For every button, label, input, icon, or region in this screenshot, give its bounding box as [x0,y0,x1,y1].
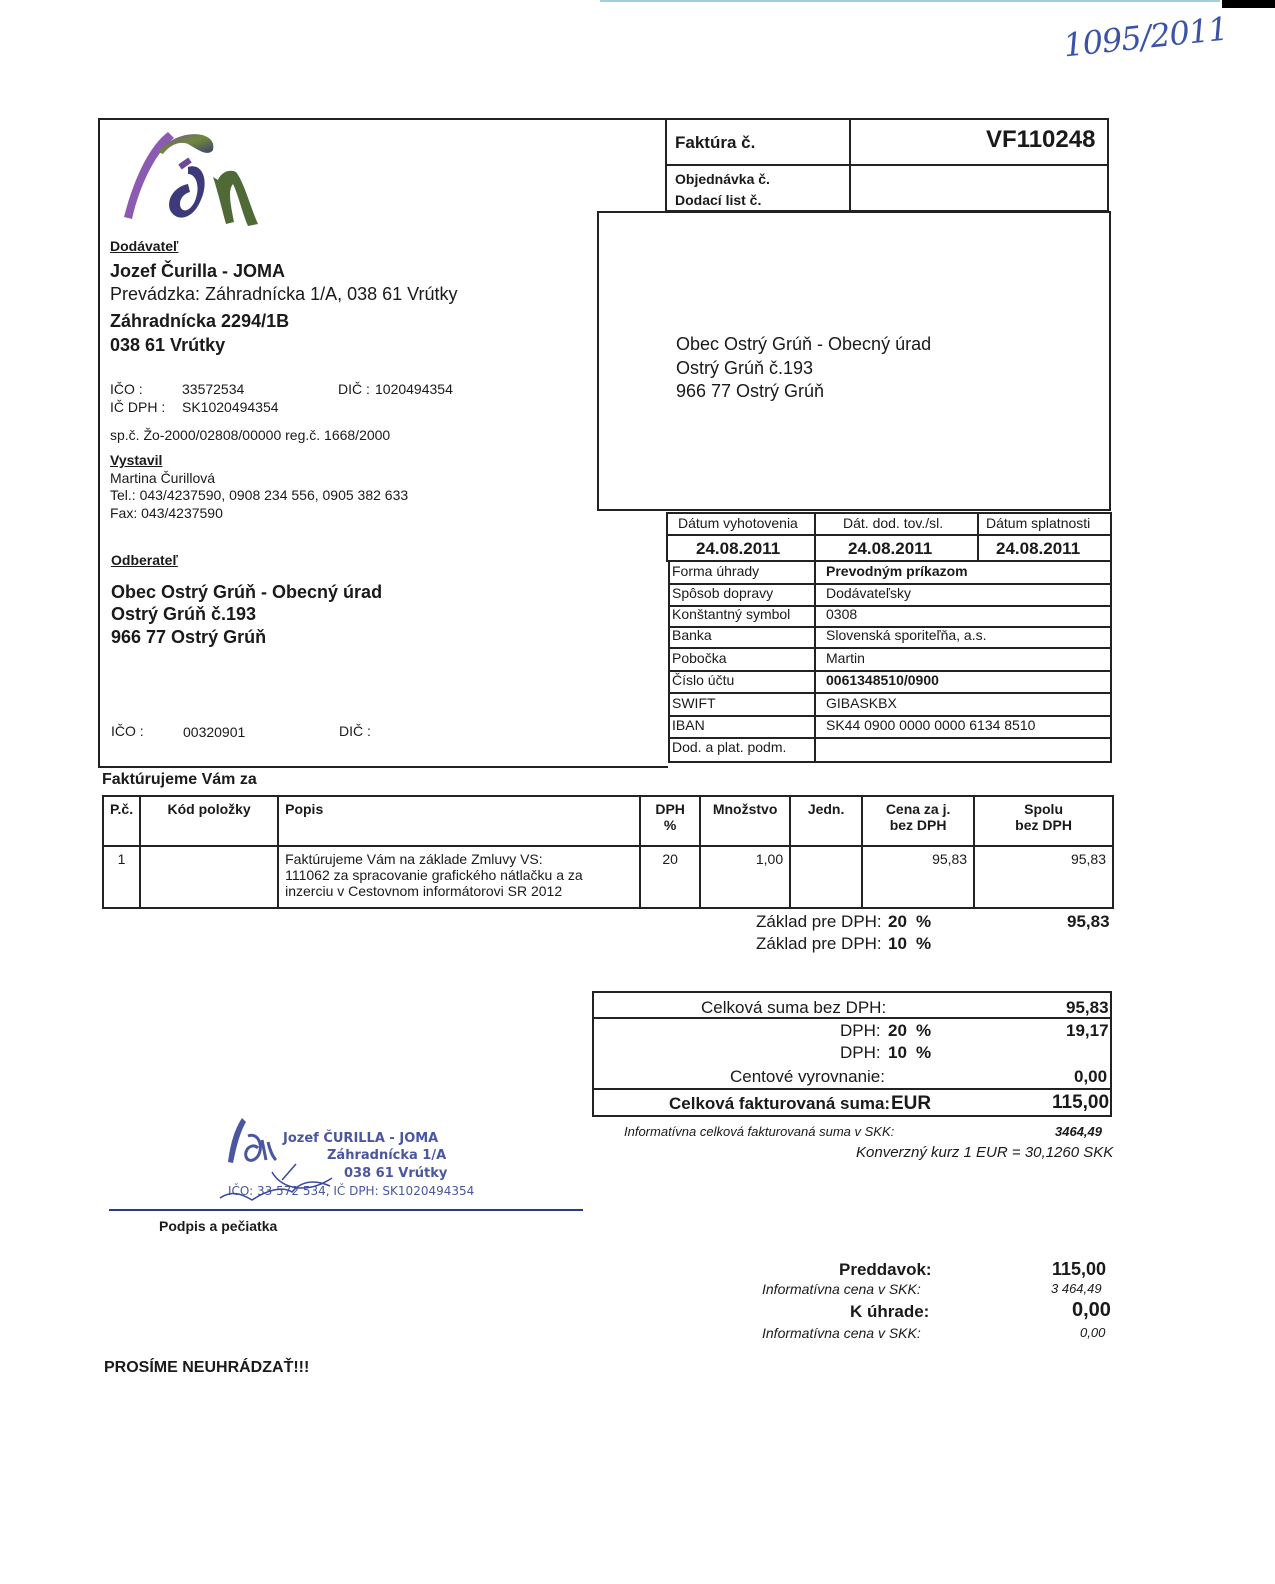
col-price-line1: Cena za j. [885,801,951,817]
item-desc-line: inzerciu v Cestovnom informátorovi SR 2012 [285,883,563,899]
issue-date-label: Dátum vyhotovenia [678,515,798,531]
dph-amount-20: 19,17 [1066,1021,1109,1040]
payment-value: SK44 0900 0000 0000 6134 8510 [826,717,1036,733]
amount-due: 0,00 [1072,1299,1111,1321]
vat-base-value-1: 95,83 [1067,912,1110,931]
col-desc: Popis [278,796,640,846]
item-price: 95,83 [862,846,974,908]
signature [212,1150,372,1210]
invoice-number: VF110248 [986,126,1096,153]
vat-base-pct-1: % [916,912,932,931]
dph-pct-1: % [916,1021,932,1040]
vat-base-pct-2: % [916,934,932,953]
divider [592,1088,1112,1090]
grand-total-label: Celková fakturovaná suma: [669,1094,891,1113]
skk-total-label: Informatívna celková fakturovaná suma v SKK: [624,1124,895,1139]
net-total-label: Celková suma bez DPH: [701,998,887,1017]
address-line-2: Ostrý Grúň č.193 [676,358,814,378]
stamp-line-4: IČO: 33 572 534, IČ DPH: SK1020494354 [228,1184,475,1198]
supplier-street: Záhradnícka 2294/1B [110,311,290,331]
col-unit: Jedn. [790,796,862,846]
vat-base-label-2: Základ pre DPH: [756,934,882,953]
net-total: 95,83 [1066,998,1109,1017]
delivery-note-label: Dodací list č. [675,192,762,208]
supplier-label: Dodávateľ [110,238,179,254]
scan-edge-line [600,0,1220,2]
payment-row [668,693,1112,717]
supplier-phone: Tel.: 043/4237590, 0908 234 556, 0905 382 633 [110,487,409,503]
dph-rate-1: 20 [888,1021,907,1040]
due-skk-label: Informatívna cena v SKK: [762,1325,921,1341]
col-price-line2: bez DPH [889,817,947,833]
item-code [140,846,278,908]
payment-value: GIBASKBX [826,695,897,711]
supplier-icdph-label: IČ DPH : [110,399,166,415]
payment-row [668,670,1112,694]
payment-row [668,561,1112,585]
items-title: Faktúrujeme Vám za [102,771,257,788]
payment-label: Dod. a plat. podm. [672,739,787,755]
customer-ico: 00320901 [183,724,246,740]
col-dph-line2: % [663,817,677,833]
customer-city: 966 77 Ostrý Grúň [111,627,267,647]
item-desc-line: 111062 za spracovanie grafického nátlačku a za [285,867,583,883]
issued-by-name: Martina Čurillová [110,470,216,486]
address-line-1: Obec Ostrý Grúň - Obecný úrad [676,334,932,354]
col-code: Kód položky [140,796,278,846]
supplier-ico-label: IČO : [110,381,143,397]
dph-rate-2: 10 [888,1043,907,1062]
supplier-fax: Fax: 043/4237590 [110,505,223,521]
supply-date-label: Dát. dod. tov./sl. [843,515,944,531]
scan-edge-mark [1222,0,1275,8]
col-total-line2: bez DPH [1015,817,1072,833]
supplier-premises: Prevádzka: Záhradnícka 1/A, 038 61 Vrútky [110,284,458,304]
col-dph [640,796,700,846]
item-desc [278,846,640,908]
customer-label: Odberateľ [111,552,178,568]
address-window [597,211,1111,511]
col-price [862,796,974,846]
customer-name: Obec Ostrý Grúň - Obecný úrad [111,582,383,602]
col-total-line1: Spolu [1024,801,1063,817]
supplier-icdph: SK1020494354 [182,399,279,415]
due-date-label: Dátum splatnosti [986,515,1091,531]
vat-base-label-1: Základ pre DPH: [756,912,882,931]
supplier-dic: 1020494354 [375,381,453,397]
dph-label-2: DPH: [840,1043,881,1062]
payment-value: Prevodným príkazom [826,563,968,579]
col-qty: Množstvo [700,796,790,846]
payment-value: 0308 [826,606,858,622]
item-qty: 1,00 [700,846,790,908]
payment-label: IBAN [672,717,705,733]
skk-total: 3464,49 [1055,1124,1102,1139]
divider [977,512,979,562]
payment-value: Martin [826,650,865,666]
supplier-dic-label: DIČ : [338,381,370,397]
rounding-value: 0,00 [1074,1067,1108,1086]
payment-label: Pobočka [672,650,727,666]
order-number-label: Objednávka č. [675,171,770,187]
divider [665,164,1109,166]
payment-label: Spôsob dopravy [672,585,774,601]
company-logo [118,122,268,234]
item-desc-line: Faktúrujeme Vám na základe Zmluvy VS: [285,851,543,867]
customer-dic-label: DIČ : [339,723,371,739]
dph-label-1: DPH: [840,1021,881,1040]
stamp-line-3: 038 61 Vrútky [344,1166,448,1181]
supplier-name: Jozef Čurilla - JOMA [110,261,286,281]
payment-value: Slovenská sporiteľňa, a.s. [826,627,987,643]
supplier-registry: sp.č. Žo-2000/02808/00000 reg.č. 1668/2000 [110,427,391,443]
grand-total: 115,00 [1052,1092,1110,1113]
payment-label: Banka [672,627,712,643]
item-total: 95,83 [974,846,1113,908]
handwritten-reference: 1095/2011 [1061,9,1230,65]
supplier-city: 038 61 Vrútky [110,335,226,355]
advance-value: 115,00 [1052,1259,1107,1279]
item-pc: 1 [103,846,140,908]
divider [814,512,816,562]
vat-base-rate-2: 10 [888,934,907,953]
col-pc: P.č. [103,796,140,846]
items-table [102,795,1114,909]
item-unit [790,846,862,908]
supplier-ico: 33572534 [182,381,245,397]
table-row [103,846,1113,908]
payment-value: Dodávateľsky [826,585,912,601]
issued-by-label: Vystavil [110,452,163,468]
issue-date: 24.08.2011 [696,539,781,558]
payment-label: Číslo účtu [672,672,735,688]
footer-note: PROSÍME NEUHRÁDZAŤ!!! [104,1359,310,1376]
payment-row [668,648,1112,672]
address-line-3: 966 77 Ostrý Grúň [676,381,825,401]
advance-skk-label: Informatívna cena v SKK: [762,1281,921,1297]
invoice-title-label: Faktúra č. [675,133,756,152]
payment-value: 0061348510/0900 [826,672,939,688]
divider [666,534,1112,536]
due-date: 24.08.2011 [996,539,1081,558]
signature-label: Podpis a pečiatka [159,1218,278,1234]
supply-date: 24.08.2011 [848,539,933,558]
payment-row [668,625,1112,649]
item-dph: 20 [640,846,700,908]
col-total [974,796,1113,846]
col-dph-line1: DPH [655,801,685,817]
items-header-row [103,796,1113,846]
vat-base-rate-1: 20 [888,912,907,931]
rounding-label: Centové vyrovnanie: [730,1067,885,1086]
payment-row [668,715,1112,739]
signature-line [109,1209,583,1211]
payment-label: Forma úhrady [672,563,760,579]
stamp-line-2: Záhradnícka 1/A [327,1148,447,1163]
due-skk: 0,00 [1080,1325,1106,1340]
customer-ico-label: IČO : [111,723,144,739]
grand-total-currency: EUR [891,1093,932,1114]
payment-label: Konštantný symbol [672,606,791,622]
advance-label: Preddavok: [839,1260,932,1279]
amount-due-label: K úhrade: [850,1302,930,1321]
stamp-line-1: Jozef ČURILLA - JOMA [283,1131,439,1146]
customer-street: Ostrý Grúň č.193 [111,604,257,624]
conversion-rate: Konverzný kurz 1 EUR = 30,1260 SKK [856,1144,1114,1161]
payment-label: SWIFT [672,695,716,711]
advance-skk: 3 464,49 [1051,1281,1102,1296]
payment-row [668,737,1112,759]
dph-pct-2: % [916,1043,932,1062]
